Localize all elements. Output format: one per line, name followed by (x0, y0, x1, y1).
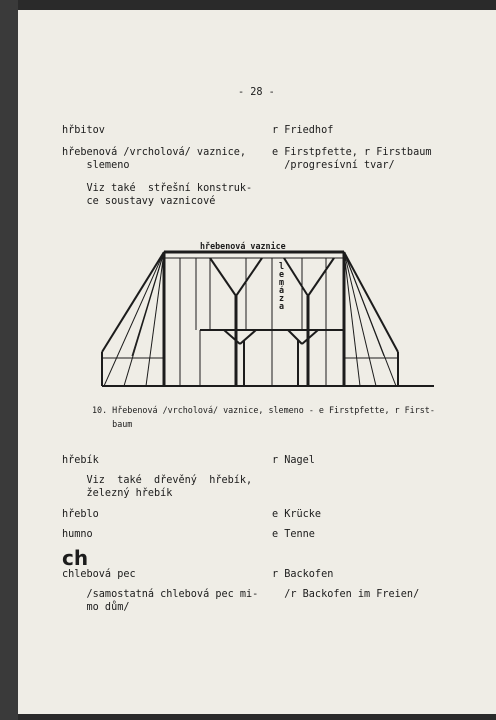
entry-translation: e Tenne (272, 529, 315, 540)
page-number: - 28 - (238, 87, 275, 98)
entry-term: hřebík (62, 455, 99, 466)
cross-reference: Viz také dřevěný hřebík, (62, 475, 253, 486)
entry-term-cont: slemeno (62, 160, 130, 171)
entry-translation: e Firstpfette, r Firstbaum (272, 147, 432, 158)
figure-label-top: hřebenová vaznice (200, 241, 286, 251)
cross-reference-cont: ce soustavy vaznicové (62, 196, 216, 207)
section-letter: ch (62, 546, 89, 570)
cross-reference-cont: železný hřebík (62, 488, 173, 499)
figure-label-vertical: lemáza (279, 261, 285, 311)
entry-translation-cont: /progresívní tvar/ (272, 160, 395, 171)
entry-term: hřebenová /vrcholová/ vaznice, (62, 147, 247, 158)
figure-caption: 10. Hřebenová /vrcholová/ vaznice, slemeno - e Firstpfette, r First- (92, 405, 435, 415)
entry-term: hřbitov (62, 125, 105, 136)
entry-translation: r Friedhof (272, 125, 334, 136)
entry-translation: e Krücke (272, 509, 322, 520)
entry-translation: r Backofen (272, 569, 334, 580)
entry-translation-note: /r Backofen im Freien/ (272, 589, 420, 600)
entry-term-note-cont: mo dům/ (62, 602, 130, 613)
entry-term: hřeblo (62, 509, 99, 520)
entry-term-note: /samostatná chlebová pec mi- (62, 589, 259, 600)
cross-reference: Viz také střešní konstruk- (62, 183, 253, 194)
figure-caption-cont: baum (92, 419, 133, 429)
entry-translation: r Nagel (272, 455, 315, 466)
entry-term: chlebová pec (62, 569, 136, 580)
entry-term: humno (62, 529, 93, 540)
